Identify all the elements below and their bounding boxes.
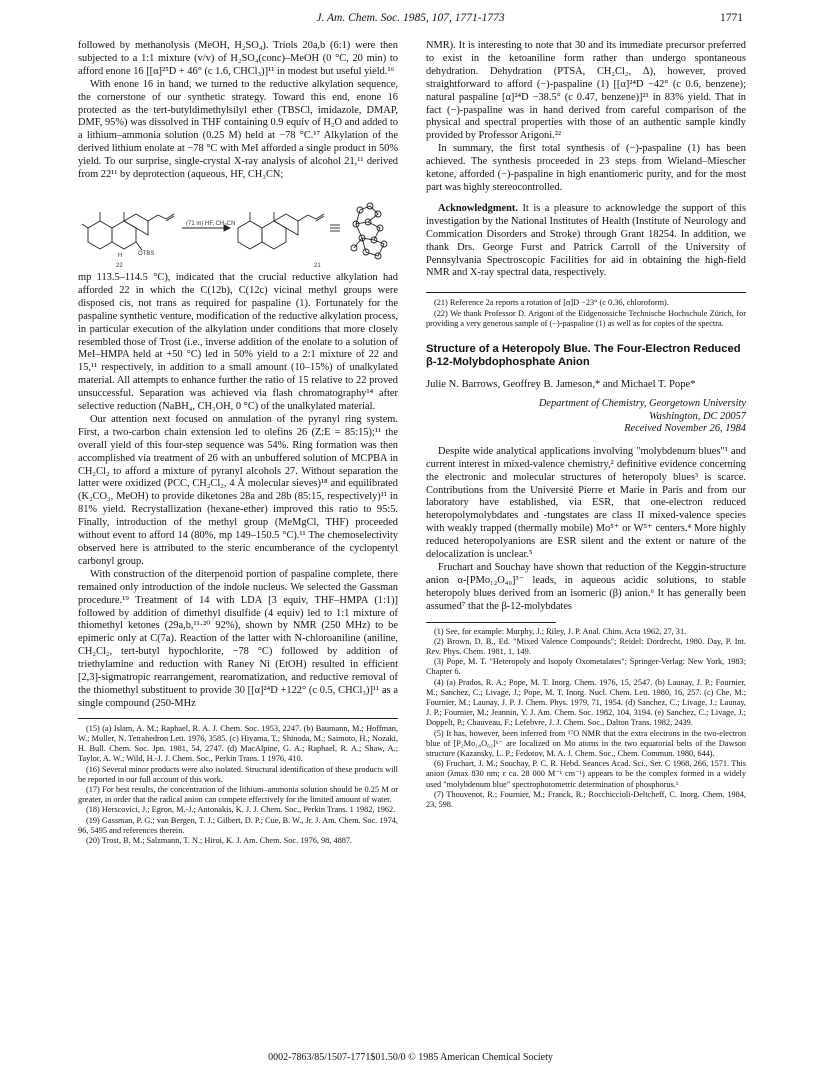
journal-citation: J. Am. Chem. Soc. 1985, 107, 1771-1773: [316, 12, 505, 24]
paragraph: Despite wide analytical applications involving "molybdenum blues"¹ and current interest in mixed-valence chemistry,² definitive evidence concerning the electronic and molecular structures of heteropoly blues³ is scarce. Contributions from the Université Pierre et Marie in Paris and from our laboratory have established, via ESR, that one-electron reduced heteropolymolybdates and -tungstates are class II mixed-valence species with weakly trapped (thermally mobile) Mo⁵⁺ or W⁵⁺ centers.⁴ More highly reduced heteropolyanions are ESR silent and the extent or nature of the delocalization is unclear.⁵: [426, 445, 746, 561]
scheme-otbs: OTBS: [138, 250, 155, 257]
paragraph: In summary, the first total synthesis of (−)-paspaline (1) has been achieved. The synthesis proceeded in 23 steps from Wieland–Miescher ketone, afforded (−)-paspaline in high enantiomeric purity, and for the most part was highly stereocontrolled.: [426, 143, 746, 193]
page-number: 1771: [720, 12, 743, 24]
footnote: (15) (a) Islam, A. M.; Raphael, R. A. J. Chem. Soc. 1953, 2247. (b) Baumann, M.; Hoffman, W.; Muller, N. Tetrahedron Lett. 1976, 3585. (c) Hiyama, T.; Shinoda, M.; Saimoto, H.; Nozaki, H. Bull. Chem. Soc. Jpn. 1981, 54, 2747. (d) MacAlpine, G. A.; Raphael, R. A.; Shaw, A.; Taylor, A. W.; Wild, H.-J. J. Chem. Soc., Perkin Trans. 1 1976, 410.: [78, 723, 398, 764]
footnote: (7) Thouvenot, R.; Fournier, M.; Franck, R.; Rocchiccioli-Deltcheff, C. Inorg. Chem. 1984, 23, 598.: [426, 789, 746, 810]
footnote: (5) It has, however, been inferred from ¹⁷O NMR that the extra electrons in the two-electron blue of [P₂Mo₁₈O₆₂]⁶⁻ are localized on Mo atoms in the two equatorial belts of the Dawson structure (Kazansky, L. P.; Fedotov, M. A. J. Chem. Soc., Chem. Commun. 1980, 644).: [426, 728, 746, 759]
notes-rule: [426, 292, 746, 293]
paragraph: mp 113.5–114.5 °C), indicated that the crucial reductive alkylation had afforded 22 in which the C(12b), C(12c) vicinal methyl groups were disposed cis, not trans as required for paspaline (1). Fortunately for the paspaline synthetic venture, modification of the reductive alkylation process, in particular execution of the alkylation under conditions that more closely resembled those of Trost (i.e., inverse addition of the enolate to a solution of MeI–HMPA held at +50 °C) led in 50% yield to a 2:1 mixture of 22 and 15,¹¹ respectively, in addition to a small amount (10–15%) of unalkylated material. All attempts to enhance further the ratio of 15 relative to 22 proved unsuccessful. Separation was achieved via flash chromatography¹⁴ after selective reduction (NaBH₄, CH₃OH, 0 °C) of the unalkylated material.: [78, 271, 398, 413]
footnotes-left: [78, 724, 398, 846]
scheme-reagent: (71 m) HF, CH₃CN: [186, 220, 236, 227]
footnote: (1) See, for example: Murphy, J.; Riley, J. P. Anal. Chim. Acta 1962, 27, 31.: [434, 626, 687, 636]
notes-top: [426, 298, 746, 329]
footnote: (6) Fruchart, J. M.; Souchay, P. C. R. Hebd. Seances Acad. Sci., Ser. C 1968, 266, 1571. This anion (λmax 830 nm; ε ca. 28 000 M⁻¹ cm⁻¹) appears to be the complex formed in a widely used "molybdenum blue" spectrophotometric determination of phosphorus.¹: [426, 759, 746, 789]
paragraph: With construction of the diterpenoid portion of paspaline complete, there remained only introduction of the indole nucleus. We selected the Gassman procedure.¹⁹ Treatment of 14 with LDA [3 equiv, THF–HMPA (1:1)] followed by addition of dimethyl disulfide (4 equiv) led to 1:1 mixture of thiomethyl ketones (29a,b,¹¹·²⁰ 92%), shown by NMR (250 MHz) to be epimeric only at C(7a). Reaction of the latter with N-chloroaniline (aniline, CH₂Cl₂, tert-butyl hypochlorite, −78 °C) followed by addition of triethylamine and reduction with Raney Ni (EtOH) resulted in efficient [2,3]-sigmatropic rearrangement, rearomatization, and reductive removal of the thiomethyl substituent to provide 30 [[α]²⁴D +122° (c 0.5, CHCl₃)]¹¹ as a single compound (250-MHz: [78, 568, 398, 709]
paragraph: Fruchart and Souchay have shown that reduction of the Keggin-structure anion α-[PMo₁₂O₄₀]³⁻ leads, in aqueous acidic solutions, to stable heteropoly blues derived from an isomeric (β) anion.⁶ It has generally been assumed⁷ that the β-12-molybdates: [426, 561, 746, 612]
compound-label-22: 22: [116, 262, 123, 269]
compound-label-21: 21: [314, 262, 321, 269]
paragraph: With enone 16 in hand, we turned to the reductive alkylation sequence, the cornerstone of our synthetic strategy. Toward this end, enone 16 protected as the tert-butyldimethylsilyl ether (TBSCl, imidazole, DMAP, DMF, 95%) was dissolved in THF containing 0.9 equiv of H₂O and added to a lithium–ammonia solution (0.25 M) held at −78 °C.¹⁷ Alkylation of the derived lithium enolate at −78 °C with MeI afforded a single product in 50% yield. To our surprise, single-crystal X-ray analysis of alcohol 21,¹¹ derived from 22¹¹ by deprotection (aqueous, HF, CH₃CN;: [78, 78, 398, 181]
paragraph: NMR). It is interesting to note that 30 and its immediate precursor preferred to exist in the ketoaniline form rather than undergo spontaneous dehydration. Dehydration (PTSA, CH₂Cl₂, Δ), however, proved straightforward to afford (−)-paspaline (1) [[α]²⁴D −42° (c 0.6, benzene); natural paspaline [α]²⁴D −38.5° (c 0.47, benzene)]²¹ in 83% yield. That in fact (−)-paspaline was in hand derived from careful comparison of the physical and spectral properties with those of an authentic sample kindly provided by Professor Arigoni.²²: [426, 40, 746, 142]
reaction-scheme: [78, 188, 398, 268]
acknowledgment-text: It is a pleasure to acknowledge the support of this investigation by the National Institutes of Health (Institute of Neurology and Commication Disorders and Stroke) through Grant 18254. In addition, we thank Drs. George Furst and Patrick Carroll of the University of Pennsylvania Spectroscopic Facilities for aid in obtaining the high-field NMR and X-ray spectral data, respectively.: [426, 202, 746, 279]
ring: [88, 221, 112, 249]
paragraph: followed by methanolysis (MeOH, H₂SO₄). Triols 20a,b (6:1) were then subjected to a 1:1 mixture (v/v) of H₂SO₄(conc)–MeOH (0 °C, 20 min) to afford enone 16 [[α]²⁵D + 46° (c 1.6, CHCl₃)]¹¹ in modest but useful yield.¹⁶: [78, 40, 398, 77]
authors: Julie N. Barrows, Geoffrey B. Jameson,* and Michael T. Pope*: [426, 378, 696, 390]
footnote: (16) Several minor products were also isolated. Structural identification of these products will be reported in our full account of this work.: [78, 764, 398, 784]
acknowledgment-heading: Acknowledgment.: [438, 202, 518, 214]
footnote: (19) Gassman, P. G.; van Bergen, T. J.; Gilbert, D. P.; Cue, B. W., Jr. J. Am. Chem. Soc. 1974, 96, 5495 and references therein.: [78, 815, 398, 835]
footnote-rule: [78, 718, 398, 719]
footnote: (20) Trost, B. M.; Salzmann, T. N.; Hiroi, K. J. Am. Chem. Soc. 1976, 98, 4887.: [86, 836, 353, 846]
footnote: (22) We thank Professor D. Arigoni of the Eidgenossiche Technische Hochschule Zürich, for providing a very generous sample of (−)-paspaline (1) as well as for copies of the spectra.: [426, 308, 746, 328]
footnote: (4) (a) Prados, R. A.; Pope, M. T. Inorg. Chem. 1976, 15, 2547. (b) Launay, J. P.; Fournier, M.; Sanchez, C.; Livage, J.; Pope, M. T. Inorg. Nucl. Chem. Lett. 1980, 16, 257. (c) Che, M.; Fournier, M.; Launay, J. P. J. Chem. Phys. 1979, 71, 1954. (d) Sanchez, C.; Livage, J.; Launay, J. P.; Fournier, M.; Jeannin, Y. J. Am. Chem. Soc. 1982, 104, 3194. (e) Sanchez, C.; Livage, J.; Doppelt, P.; Chauveau, F.; Lefebvre, J. J. Chem. Soc., Dalton Trans. 1982, 2439.: [426, 677, 746, 728]
left-column: [78, 40, 398, 846]
article-title: Structure of a Heteropoly Blue. The Four-Electron Reduced β-12-Molybdophosphate Anion: [426, 342, 741, 369]
footnote: (21) Reference 2a reports a rotation of [α]D −23° (c 0.36, chloroform).: [434, 298, 669, 308]
paragraph: Our attention next focused on annulation of the pyranyl ring system. First, a two-carbon chain extension led to olefins 26 (Z:E = 85:15);¹¹ the overall yield of this four-step sequence was 54%. Ring formation was then accomplished via treatment of 26 with an unbuffered solution of MCPBA in CH₂Cl₂ to afford a mixture of pyranyl alcohols 27. Without separation the latter were oxidized (PCC, CH₂Cl₂, 4 Å molecular sieves)¹⁸ and equilibrated (K₂CO₃, MeOH) to provide diketones 28a and 28b (85:15, respectively)¹¹ in 81% yield. Recrystallization (hexane-ether) improved this ratio to 95:5. Finally, introduction of the methyl group (MeMgCl, THF) proceeded without event to afford 14 (80%, mp 149–150.5 °C).¹¹ The chemoselectivity observed here is attributed to the steric encumberance of the cyclopentyl carbonyl group.: [78, 413, 398, 567]
affiliation-line: Department of Chemistry, Georgetown University: [538, 397, 746, 409]
footnotes-right: [426, 627, 746, 811]
footnote-rule: [426, 622, 556, 623]
ring: [112, 221, 136, 249]
received-date: Received November 26, 1984: [624, 422, 746, 434]
affiliation-city: Washington, DC 20057: [649, 410, 746, 422]
footnote: (2) Brown, D. B., Ed. "Mixed Valence Compounds"; Reidel: Dordrecht, 1980. Day, P. Int. Rev. Phys. Chem. 1981, 1, 149.: [426, 636, 746, 657]
footnote: (3) Pope, M. T. "Heteropoly and Isopoly Oxometalates"; Springer-Verlag: New York, 1983; Chapter 6.: [426, 657, 746, 677]
footnote: (17) For best results, the concentration of the lithium–ammonia solution should be 0.25 M or greater, in order that the radical anion can compete effectively for the limited amount of water.: [78, 785, 398, 805]
page-header: [78, 12, 743, 30]
page-footer: 0002-7863/85/1507-1771$01.50/0 © 1985 American Chemical Society: [268, 1052, 553, 1063]
acknowledgment: [426, 203, 746, 280]
right-column: [426, 40, 746, 810]
footnote: (18) Herscovici, J.; Egron, M.-J.; Antonakis, K. J. J. Chem. Soc., Perkin Trans. 1 1982, 1962.: [86, 805, 396, 815]
scheme-h-label: H: [118, 252, 123, 259]
scheme-drawing: [78, 188, 398, 268]
